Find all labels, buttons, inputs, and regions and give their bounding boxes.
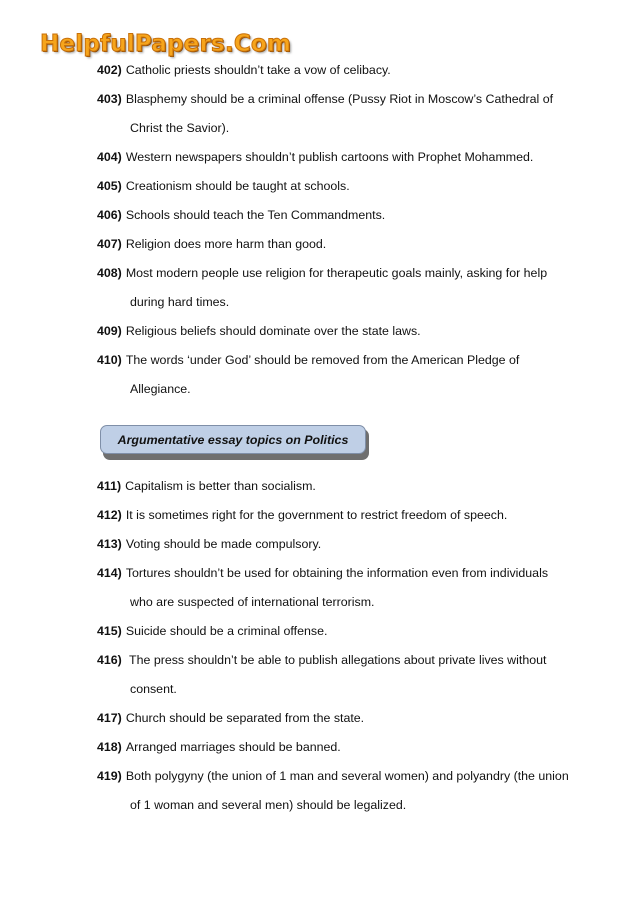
- list-item: [0, 317, 638, 346]
- item-number: 410): [97, 353, 122, 367]
- item-number: 416): [97, 653, 122, 667]
- item-number: 402): [97, 63, 122, 77]
- item-text: It is sometimes right for the government to restrict freedom of speech.: [125, 508, 508, 522]
- item-number: 412): [97, 508, 122, 522]
- item-text: Capitalism is better than socialism.: [125, 479, 316, 493]
- item-text: The press shouldn’t be able to publish allegations about private lives without: [125, 653, 547, 667]
- item-text: Voting should be made compulsory.: [125, 537, 322, 551]
- list-item: [0, 617, 638, 646]
- item-number: 405): [97, 179, 122, 193]
- item-number: 407): [97, 237, 122, 251]
- list-item: [0, 733, 638, 762]
- item-text: Blasphemy should be a criminal offense (Pussy Riot in Moscow’s Cathedral of: [125, 92, 554, 106]
- list-item: [0, 56, 638, 85]
- item-text: Suicide should be a criminal offense.: [125, 624, 328, 638]
- item-text: Creationism should be taught at schools.: [125, 179, 350, 193]
- item-text: Church should be separated from the state.: [125, 711, 365, 725]
- item-number: 409): [97, 324, 122, 338]
- list-item: [0, 259, 638, 317]
- site-logo: HelpfulPapers.Com: [40, 31, 292, 57]
- list-item: [0, 85, 638, 143]
- item-text: Catholic priests shouldn’t take a vow of celibacy.: [125, 63, 391, 77]
- list-item: [0, 346, 638, 404]
- item-text-continuation: Allegiance.: [130, 382, 191, 396]
- list-item: [0, 559, 638, 617]
- item-number: 415): [97, 624, 122, 638]
- section-heading-box: [100, 425, 370, 462]
- item-number: 403): [97, 92, 122, 106]
- item-text-continuation: Christ the Savior).: [130, 121, 230, 135]
- list-item: [0, 143, 638, 172]
- item-number: 411): [97, 479, 122, 493]
- list-item: [0, 472, 638, 501]
- item-number: 417): [97, 711, 122, 725]
- section-heading: Argumentative essay topics on Politics: [100, 425, 366, 454]
- list-item: [0, 501, 638, 530]
- item-number: 408): [97, 266, 122, 280]
- item-text: Arranged marriages should be banned.: [125, 740, 341, 754]
- item-text: Schools should teach the Ten Commandments.: [125, 208, 386, 222]
- list-item: [0, 704, 638, 733]
- item-text-continuation: during hard times.: [130, 295, 230, 309]
- item-number: 406): [97, 208, 122, 222]
- item-number: 418): [97, 740, 122, 754]
- item-text: Religion does more harm than good.: [125, 237, 327, 251]
- item-text: Both polygyny (the union of 1 man and several women) and polyandry (the union: [125, 769, 569, 783]
- item-number: 413): [97, 537, 122, 551]
- religion-topic-list: [0, 56, 638, 404]
- item-text: The words ‘under God’ should be removed from the American Pledge of: [125, 353, 520, 367]
- item-number: 414): [97, 566, 122, 580]
- item-number: 419): [97, 769, 122, 783]
- item-text-continuation: who are suspected of international terrorism.: [130, 595, 375, 609]
- politics-topic-list: [0, 472, 638, 820]
- item-text: Tortures shouldn’t be used for obtaining the information even from individuals: [125, 566, 549, 580]
- list-item: [0, 172, 638, 201]
- list-item: [0, 201, 638, 230]
- item-text-continuation: of 1 woman and several men) should be legalized.: [130, 798, 407, 812]
- list-item: [0, 762, 638, 820]
- list-item: [0, 530, 638, 559]
- item-text: Religious beliefs should dominate over the state laws.: [125, 324, 421, 338]
- list-item: [0, 646, 638, 704]
- item-text: Most modern people use religion for therapeutic goals mainly, asking for help: [125, 266, 548, 280]
- list-item: [0, 230, 638, 259]
- item-number: 404): [97, 150, 122, 164]
- item-text: Western newspapers shouldn’t publish cartoons with Prophet Mohammed.: [125, 150, 534, 164]
- item-text-continuation: consent.: [130, 682, 177, 696]
